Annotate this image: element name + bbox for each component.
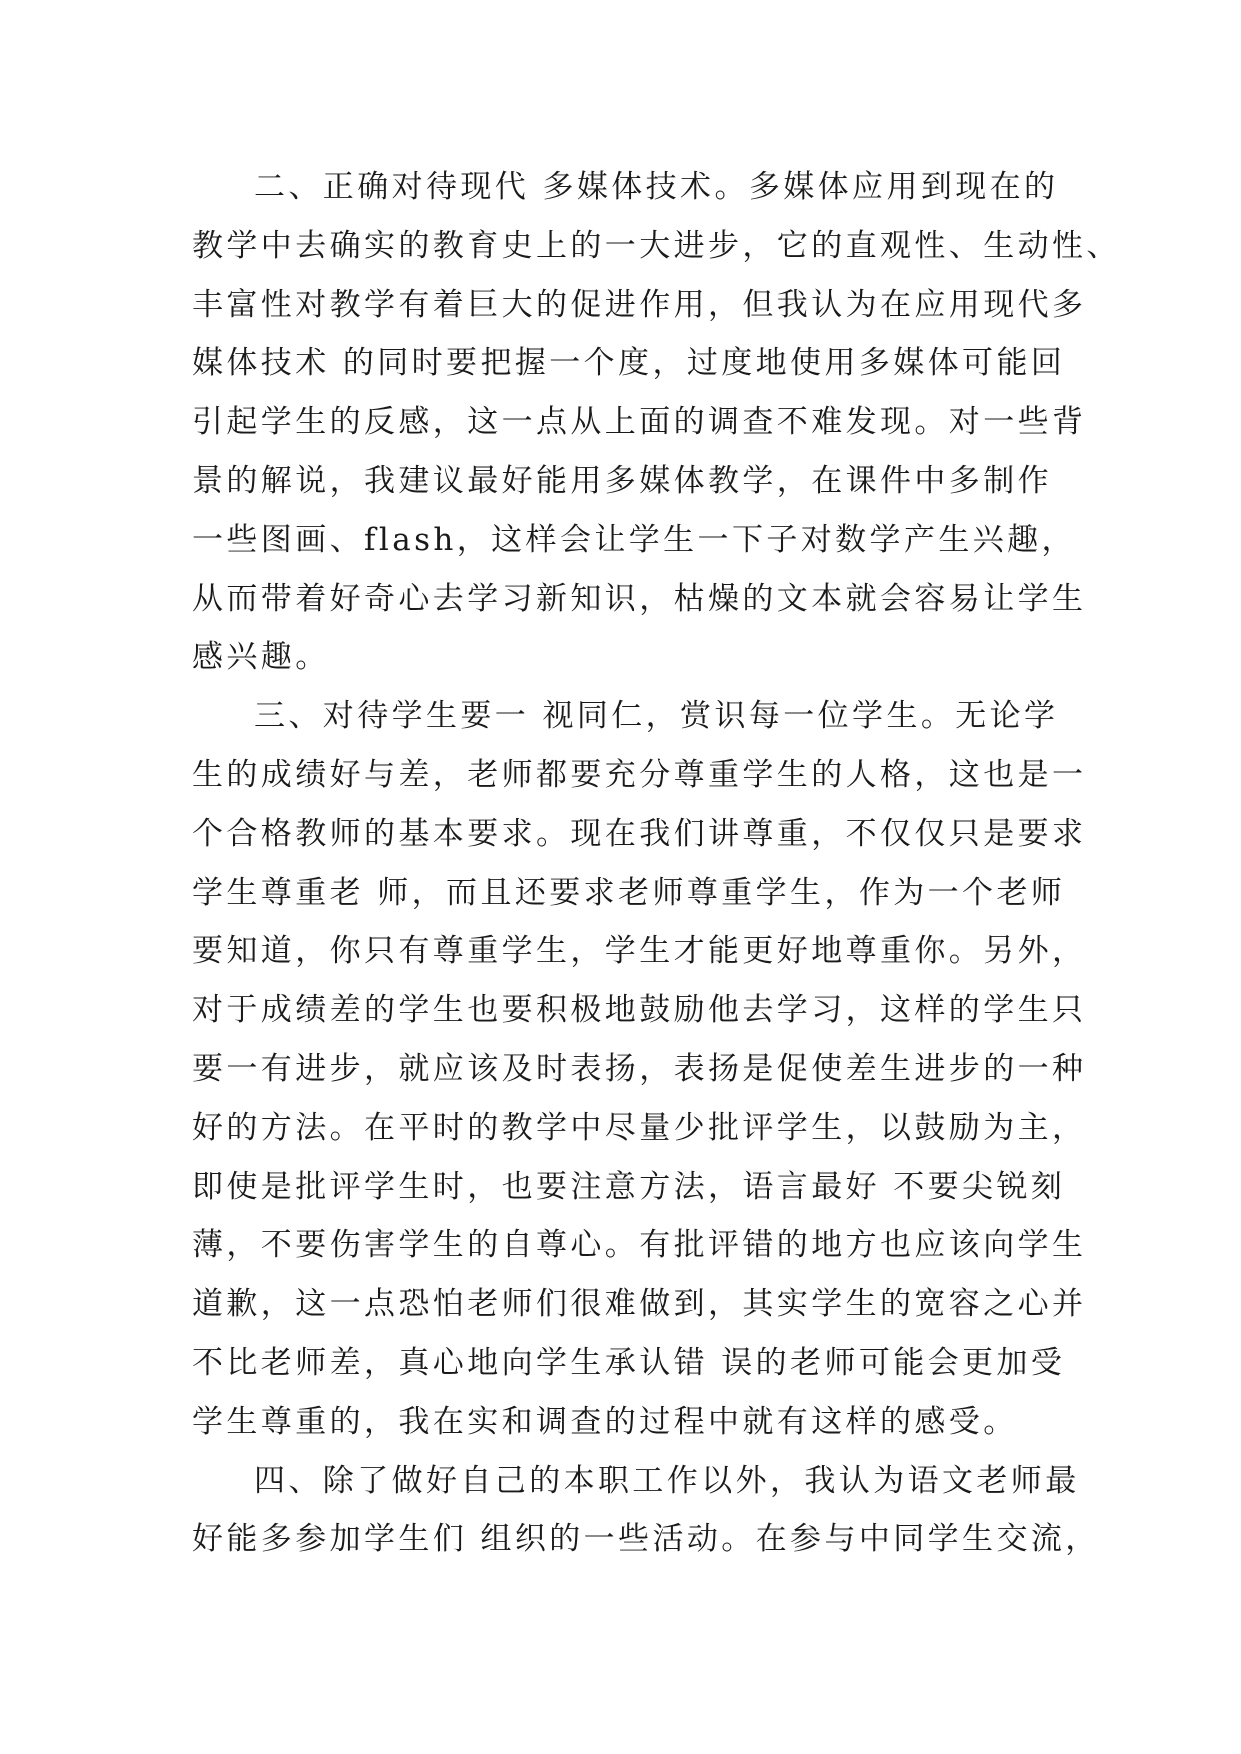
- paragraph-2-line-4: 媒体技术 的同时要把握一个度，过度地使用多媒体可能回: [192, 345, 1066, 382]
- paragraph-3-line-9: 即使是批评学生时，也要注意方法，语言最好 不要尖锐刻: [192, 1168, 1066, 1205]
- paragraph-3-line-6: 对于成绩差的学生也要积极地鼓励他去学习，这样的学生只: [192, 992, 1087, 1029]
- paragraph-4-line-2: 好能多参加学生们 组织的一些活动。在参与中同学生交流，: [192, 1521, 1100, 1558]
- paragraph-2-line-3: 丰富性对教学有着巨大的促进作用，但我认为在应用现代多: [192, 286, 1087, 323]
- paragraph-3-line-2: 生的成绩好与差，老师都要充分尊重学生的人格，这也是一: [192, 756, 1087, 793]
- paragraph-3-line-12: 不比老师差，真心地向学生承认错 误的老师可能会更加受: [192, 1344, 1066, 1381]
- document-body: [192, 158, 1121, 1569]
- paragraph-3-line-11: 道歉，这一点恐怕老师们很难做到，其实学生的宽容之心并: [192, 1286, 1087, 1323]
- paragraph-3-line-5: 要知道，你只有尊重学生，学生才能更好地尊重你。另外，: [192, 933, 1087, 970]
- paragraph-2-line-2: 教学中去确实的教育史上的一大进步，它的直观性、生动性、: [192, 227, 1121, 264]
- paragraph-4-line-1: 四、除了做好自己的本职工作以外，我认为语文老师最: [254, 1462, 1080, 1499]
- paragraph-2-line-8: 从而带着好奇心去学习新知识，枯燥的文本就会容易让学生: [192, 580, 1087, 617]
- paragraph-3-line-4: 学生尊重老 师，而且还要求老师尊重学生，作为一个老师: [192, 874, 1066, 911]
- paragraph-2-line-1: 二、正确对待现代 多媒体技术。多媒体应用到现在的: [254, 169, 1059, 205]
- paragraph-3-line-1: 三、对待学生要一 视同仁，赏识每一位学生。无论学: [254, 698, 1059, 735]
- paragraph-2-line-6: 景的解说，我建议最好能用多媒体教学，在课件中多制作: [192, 462, 1052, 499]
- paragraph-2-line-7: 一些图画、flash，这样会让学生一下子对数学产生兴趣，: [192, 521, 1076, 558]
- paragraph-3-line-3: 个合格教师的基本要求。现在我们讲尊重，不仅仅只是要求: [192, 815, 1087, 852]
- paragraph-3-line-7: 要一有进步，就应该及时表扬，表扬是促使差生进步的一种: [192, 1050, 1087, 1087]
- paragraph-2-line-5: 引起学生的反感，这一点从上面的调查不难发现。对一些背: [192, 404, 1087, 441]
- paragraph-3-line-10: 薄，不要伤害学生的自尊心。有批评错的地方也应该向学生: [192, 1227, 1087, 1264]
- paragraph-3-line-8: 好的方法。在平时的教学中尽量少批评学生，以鼓励为主，: [192, 1109, 1087, 1146]
- paragraph-3-line-13: 学生尊重的，我在实和调查的过程中就有这样的感受。: [192, 1403, 1018, 1440]
- paragraph-2-line-9: 感兴趣。: [192, 639, 330, 676]
